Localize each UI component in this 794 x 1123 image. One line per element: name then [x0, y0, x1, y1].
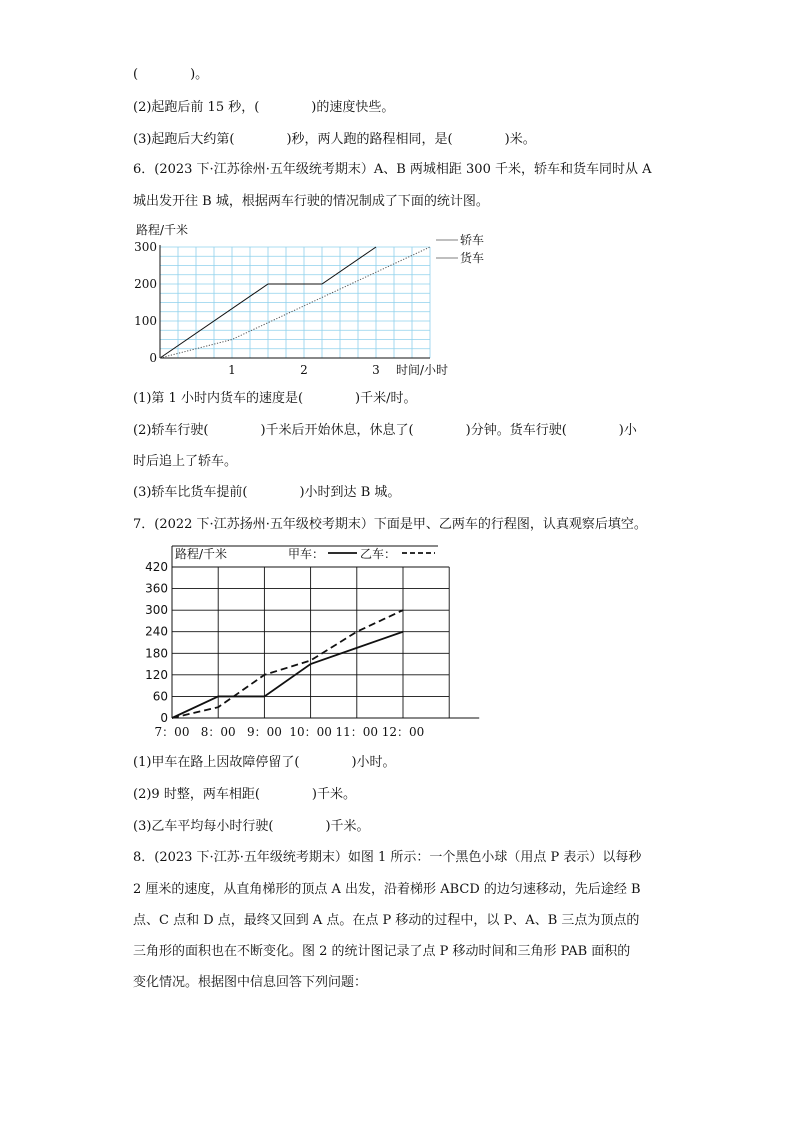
y-tick-label: 420	[145, 560, 168, 574]
y-tick-label: 120	[145, 667, 168, 682]
y-tick-label: 60	[152, 689, 168, 704]
y-tick-label: 0	[160, 711, 168, 725]
text-line: (3)乙车平均每小时行驶( )千米。	[133, 819, 370, 834]
text-line: (3)起跑后大约第( )秒，两人跑的路程相同，是( )米。	[133, 132, 536, 147]
legend-label: 甲车：	[288, 547, 325, 561]
y-tick-label: 100	[134, 314, 157, 328]
y-axis-label: 路程/千米	[136, 223, 189, 237]
question-7-line1: 7．(2022 下·江苏扬州·五年级校考期末）下面是甲、乙两车的行程图，认真观察后填空。	[133, 517, 647, 532]
x-tick-label: 9：00	[246, 725, 282, 739]
y-tick-label: 0	[149, 351, 157, 365]
text-line: (2)轿车行驶( )千米后开始休息，休息了( )分钟。货车行驶( )小	[133, 423, 637, 438]
question-6-line1: 6．(2023 下·江苏徐州·五年级统考期末）A、B 两城相距 300 千米，轿车和货车同时从 A	[133, 162, 652, 177]
x-tick-label: 2	[300, 363, 308, 377]
x-tick-label: 10：00	[289, 725, 332, 739]
text-line: 三角形的面积也在不断变化。图 2 的统计图记录了点 P 移动时间和三角形 PAB 面积的	[133, 944, 631, 959]
legend-label: 货车	[460, 251, 485, 265]
text-line: (2)9 时整，两车相距( )千米。	[133, 787, 356, 802]
text-line: 2 厘米的速度，从直角梯形的顶点 A 出发，沿着梯形 ABCD 的边匀速移动，先后途经 B	[133, 882, 641, 897]
text-line: ( )。	[133, 67, 209, 82]
x-tick-label: 7：00	[154, 725, 190, 739]
y-tick-label: 360	[145, 581, 168, 596]
question-6-line2: 城出发开往 B 城，根据两车行驶的情况制成了下面的统计图。	[133, 194, 489, 209]
chart-car-truck	[134, 218, 485, 383]
x-tick-label: 1	[228, 363, 236, 377]
x-tick-label: 3	[372, 363, 380, 377]
y-tick-label: 300	[145, 603, 168, 618]
question-8-line1: 8．(2023 下·江苏·五年级统考期末）如图 1 所示：一个黑色小球（用点 P 表示）以每秒	[133, 850, 642, 865]
text-line: (3)轿车比货车提前( )小时到达 B 城。	[133, 485, 401, 500]
text-line: 变化情况。根据图中信息回答下列问题：	[133, 975, 368, 990]
x-tick-label: 11：00	[335, 725, 379, 739]
text-line: 时后追上了轿车。	[133, 454, 238, 469]
text-line: (2)起跑后前 15 秒，( )的速度快些。	[133, 100, 395, 115]
y-tick-label: 240	[145, 624, 168, 639]
text-line: (1)第 1 小时内货车的速度是( )千米/时。	[133, 391, 417, 406]
y-axis-label: 路程/千米	[175, 547, 228, 561]
x-tick-label: 12：00	[381, 725, 425, 739]
chart-jia-yi	[145, 538, 490, 743]
y-tick-label: 200	[134, 277, 157, 291]
legend-label: 乙车：	[360, 547, 397, 561]
x-tick-label: 8：00	[200, 725, 236, 739]
legend-label: 轿车	[460, 233, 485, 247]
y-tick-label: 180	[145, 646, 168, 661]
x-axis-label: 时间/小时	[396, 363, 449, 377]
text-line: (1)甲车在路上因故障停留了( )小时。	[133, 755, 396, 770]
y-tick-label: 300	[134, 240, 157, 254]
text-line: 点、C 点和 D 点，最终又回到 A 点。在点 P 移动的过程中，以 P、A、B 三点为顶点的	[133, 913, 640, 928]
